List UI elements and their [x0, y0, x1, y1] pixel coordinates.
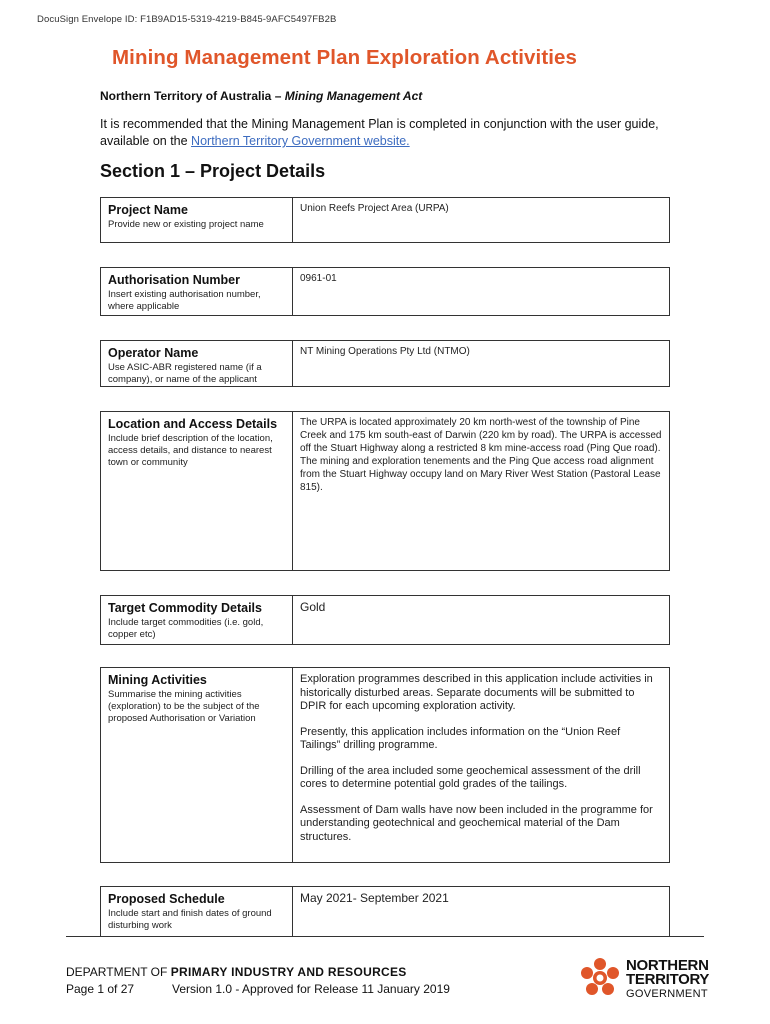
- authorisation-number-row: [100, 267, 670, 316]
- envelope-id: DocuSign Envelope ID: F1B9AD15-5319-4219-B845-9AFC5497FB2B: [37, 14, 337, 25]
- proposed-schedule-value[interactable]: May 2021- September 2021: [300, 891, 449, 905]
- logo-wordmark: [626, 959, 709, 987]
- field-description: Summarise the mining activities (exploration) to be the subject of the proposed Authorisation or Variation: [108, 689, 260, 724]
- location-access-row: [100, 411, 670, 571]
- project-name-label-cell: [101, 198, 293, 242]
- department-prefix: DEPARTMENT OF: [66, 965, 171, 979]
- operator-name-row: [100, 340, 670, 387]
- operator-name-value[interactable]: NT Mining Operations Pty Ltd (NTMO): [300, 346, 470, 357]
- mining-activities-value[interactable]: [293, 668, 669, 862]
- field-description: Include start and finish dates of ground disturbing work: [108, 908, 272, 931]
- field-heading: Authorisation Number: [108, 273, 240, 287]
- mining-activities-row: [100, 667, 670, 863]
- field-description: Include target commodities (i.e. gold, copper etc): [108, 617, 264, 640]
- logo-line-3: GOVERNMENT: [626, 988, 708, 1000]
- department-name: [66, 965, 407, 979]
- field-heading: Location and Access Details: [108, 417, 278, 431]
- proposed-schedule-label-cell: [101, 887, 293, 936]
- mining-activities-label-cell: [101, 668, 293, 862]
- mining-activities-paragraph: Presently, this application includes information on the “Union Reef Tailings” drilling programme.: [300, 725, 621, 751]
- section-title: Section 1 – Project Details: [100, 161, 326, 181]
- logo-line-2: TERRITORY: [626, 971, 710, 988]
- field-description: Use ASIC-ABR registered name (if a company), or name of the applicant: [108, 362, 262, 385]
- footer-divider: [66, 936, 704, 937]
- mining-activities-paragraph: Drilling of the area included some geochemical assessment of the drill cores to determine potential gold grades of the tailings.: [300, 764, 641, 790]
- field-description: Insert existing authorisation number, where applicable: [108, 289, 261, 312]
- nt-government-website-link[interactable]: Northern Territory Government website.: [191, 134, 410, 148]
- flower-icon: [581, 958, 619, 995]
- target-commodity-label-cell: [101, 596, 293, 644]
- field-heading: Project Name: [108, 203, 188, 217]
- subtitle-prefix: Northern Territory of Australia –: [100, 89, 285, 103]
- field-heading: Proposed Schedule: [108, 892, 225, 906]
- field-heading: Mining Activities: [108, 673, 207, 687]
- authorisation-number-value[interactable]: 0961-01: [300, 273, 337, 284]
- intro-paragraph: [100, 116, 670, 150]
- subtitle-act: Mining Management Act: [284, 89, 423, 103]
- project-name-value[interactable]: Union Reefs Project Area (URPA): [300, 203, 449, 214]
- page-title: Mining Management Plan Exploration Activities: [112, 46, 578, 69]
- field-description: Provide new or existing project name: [108, 219, 264, 230]
- field-heading: Operator Name: [108, 346, 199, 360]
- target-commodity-value[interactable]: Gold: [300, 600, 326, 614]
- subtitle: [100, 89, 422, 103]
- location-access-label-cell: [101, 412, 293, 570]
- authorisation-number-label-cell: [101, 268, 293, 315]
- project-name-row: [100, 197, 670, 243]
- mining-activities-paragraph: Exploration programmes described in this application include activities in historically disturbed areas. Separate documents will be submitted to DPIR for each upcoming exploration activity.: [300, 673, 653, 712]
- version-info: Version 1.0 - Approved for Release 11 January 2019: [172, 982, 450, 996]
- proposed-schedule-row: [100, 886, 670, 936]
- target-commodity-row: [100, 595, 670, 645]
- intro-text: It is recommended that the Mining Management Plan is completed in conjunction with the user guide, available on the: [100, 117, 659, 148]
- operator-name-label-cell: [101, 341, 293, 386]
- department-title: PRIMARY INDUSTRY AND RESOURCES: [170, 965, 407, 979]
- location-access-value[interactable]: The URPA is located approximately 20 km north-west of the township of Pine Creek and 175 km south-east of Darwin (220 km by road). The URPA is accessed off the Stuart Highway along a restricted 8 km mine-access road (Ping Que road). The mining and exploration tenements and the Ping Que access road alignment from the Stuart Highway occupy land on Mary River West Station (Pastoral Lease 815).: [300, 417, 662, 493]
- field-heading: Target Commodity Details: [108, 601, 262, 615]
- mining-activities-paragraph: Assessment of Dam walls have now been included in the programme for understanding geotechnical and geochemical material of the Dam structures.: [300, 803, 653, 843]
- page-number: Page 1 of 27: [66, 982, 135, 996]
- field-description: Include brief description of the location, access details, and distance to nearest town or community: [108, 433, 273, 468]
- logo-line-1: NORTHERN: [626, 957, 709, 974]
